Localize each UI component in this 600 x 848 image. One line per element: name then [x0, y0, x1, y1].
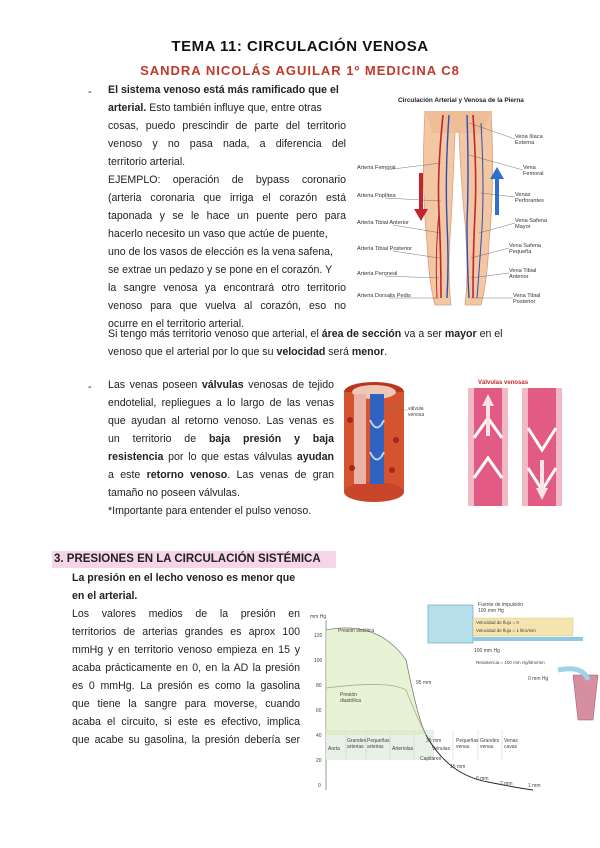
label-1mm: 1 mm	[528, 783, 541, 789]
segment-label: Aorta	[328, 746, 340, 752]
label-100mmhg: 100 mm Hg	[474, 648, 500, 654]
segment-label: Venas cavas	[504, 738, 518, 750]
label-arteria-femoral: Arteria Femoral	[357, 165, 396, 171]
label-arteria-peroneal: Arteria Peroneal	[357, 271, 398, 277]
line: que ayudan al retorno venoso. Las venas es	[108, 415, 334, 427]
line: la sangre venosa ya encontrará otro territorio	[108, 282, 346, 294]
line: acaba prácticamente en 0, en la AD la presión	[72, 662, 300, 674]
line: ocurre en el territorio arterial.	[108, 318, 245, 330]
vessel-section-figure	[340, 380, 430, 505]
line: hacerlo necesito un vaso que actúe de puente,	[108, 228, 328, 240]
label-vena-femoral: Vena Femoral	[523, 165, 544, 177]
segment-label: Pequeñas arterias	[367, 738, 390, 750]
label-15mm: 15 mm	[450, 764, 466, 770]
tank-label: Fuente de impulsión 100 mm Hg	[478, 602, 524, 614]
vessel-valve-label: válvula venosa	[408, 406, 425, 418]
line: que acabe su gasolina, la presión debería ser	[72, 734, 300, 746]
line: *Importante para entender el pulso venoso.	[108, 505, 312, 517]
pressure-chart	[308, 600, 600, 795]
line: venoso para que vuelva al corazón, eso no	[108, 300, 346, 312]
line: a este retorno venoso. Las venas de gran	[108, 469, 334, 481]
line: resistencia por lo que estas válvulas ayudan	[108, 451, 334, 463]
line: Las venas poseen válvulas venosas de tejido	[108, 379, 334, 391]
segment-label: Vénulas	[432, 746, 451, 752]
line: taponada y se le hace un puente pero para	[108, 210, 346, 222]
bullet-dash: -	[88, 86, 92, 98]
line: que tiene la sangre para moverse, cuando	[72, 698, 300, 710]
segment-label: Grandes venas	[480, 738, 500, 750]
valves-title: Válvulas venosas	[478, 380, 529, 386]
y-tick: 40	[316, 733, 322, 739]
page-title: TEMA 11: CIRCULACIÓN VENOSA	[171, 38, 429, 55]
y-tick: 100	[314, 658, 323, 664]
y-tick: 0	[318, 783, 321, 789]
label-vena-iliaca-externa: Vena Ilíaca Externa	[515, 134, 543, 146]
section1-wide-text	[108, 325, 548, 361]
bullet-dash: -	[88, 381, 92, 393]
line: Si tengo más territorio venoso que arterial, el área de sección va a ser mayor en el	[108, 328, 503, 340]
line: cosas, puedo prescindir de parte del territorio	[108, 120, 346, 132]
label-35mm: 35 mm	[426, 738, 442, 744]
line: un territorio de baja presión y baja	[108, 433, 334, 445]
label-vena-tibial-posterior: Vena Tibial Posterior	[513, 293, 541, 305]
segment-label: Capilares	[420, 756, 442, 762]
label-6mm: 6 mm	[476, 776, 489, 782]
label-2mm: 2 mm	[500, 781, 513, 787]
label-arteria-tibial-anterior: Arteria Tibial Anterior	[357, 220, 409, 226]
label-venas-perforantes: Venas Perforantes	[515, 192, 544, 204]
section3-heading: 3. PRESIONES EN LA CIRCULACIÓN SISTÉMICA	[52, 551, 336, 568]
line: EJEMPLO: operación de bypass coronario	[108, 174, 346, 186]
leg-circulation-figure	[355, 93, 550, 313]
y-unit: mm Hg	[310, 614, 327, 620]
label-arteria-dorsalis-pedis: Arteria Dorsalis Pedis	[357, 293, 411, 299]
line: El sistema venoso está más ramificado que el	[108, 84, 339, 96]
line: uno de los vasos de elección es la vena safena,	[108, 246, 333, 258]
label-arteria-tibial-posterior: Arteria Tibial Posterior	[357, 246, 413, 252]
subheading-line: La presión en el lecho venoso es menor que	[72, 572, 296, 584]
line: tamaño no poseen válvulas.	[108, 487, 240, 499]
line: Los valores medios de la presión en	[72, 608, 300, 620]
y-tick: 80	[316, 683, 322, 689]
label-vena-safena-pequena: Vena Safena Pequeña	[509, 243, 542, 255]
line: territorios de arterias grandes es aprox 100	[72, 626, 300, 638]
line: (arteria coronaria que irriga el corazón está	[108, 192, 346, 204]
line: arterial. Esto también influye que, entre otras	[108, 102, 322, 114]
author-line: SANDRA NICOLÁS AGUILAR 1º MEDICINA C8	[140, 63, 460, 78]
label-sistolica: Presión sistólica	[338, 628, 375, 634]
segment-label: Pequeñas venas	[456, 738, 479, 750]
line: venoso y no pasa nada, a diferencia del	[108, 138, 346, 150]
y-tick: 60	[316, 708, 322, 714]
segment-label: Arteriolas	[392, 746, 414, 752]
velocidad-label: Velocidad de flujo = 1 litro/min	[476, 628, 536, 633]
velocidad-label: Velocidad de flujo = 0	[476, 620, 519, 625]
line: se extrae un pedazo y se pone en el corazón. Y	[108, 264, 333, 276]
label-95mm: 95 mm	[416, 680, 432, 686]
y-tick: 20	[316, 758, 322, 764]
label-arteria-poplitea: Arteria Poplítea	[357, 193, 396, 199]
label-diastolica: Presión diastólica	[340, 692, 361, 704]
line: mmHg y en territorio venoso empieza en 15 y	[72, 644, 300, 656]
section2-text	[108, 376, 334, 520]
line: es 0 mmHg. La presión es como la gasolina	[72, 680, 300, 692]
valves-illustration	[460, 388, 570, 508]
line: endotelial, repliegues a lo largo de las venas	[108, 397, 334, 409]
segment-label: Grandes arterias	[347, 738, 367, 750]
venous-valves-figure	[460, 380, 570, 508]
figure-title: Circulación Arterial y Venosa de la Pierna	[398, 97, 524, 104]
label-0mmhg: 0 mm Hg	[528, 676, 549, 682]
line: venoso que el arterial por lo que su velocidad será menor.	[108, 346, 388, 358]
vessel-illustration	[340, 380, 430, 505]
label-vena-safena-mayor: Vena Safena Mayor	[515, 218, 548, 230]
line: acaba el circuito, si este es efectivo, implica	[72, 716, 300, 728]
subheading-line: en el arterial.	[72, 590, 138, 602]
y-tick: 120	[314, 633, 323, 639]
resistencia-label: Resistencia = 100 mm Hg/litro/min	[476, 660, 545, 665]
section1-text	[108, 81, 346, 333]
line: territorio arterial.	[108, 156, 186, 168]
label-vena-tibial-anterior: Vena Tibial Anterior	[509, 268, 537, 280]
section3-text	[72, 569, 300, 749]
